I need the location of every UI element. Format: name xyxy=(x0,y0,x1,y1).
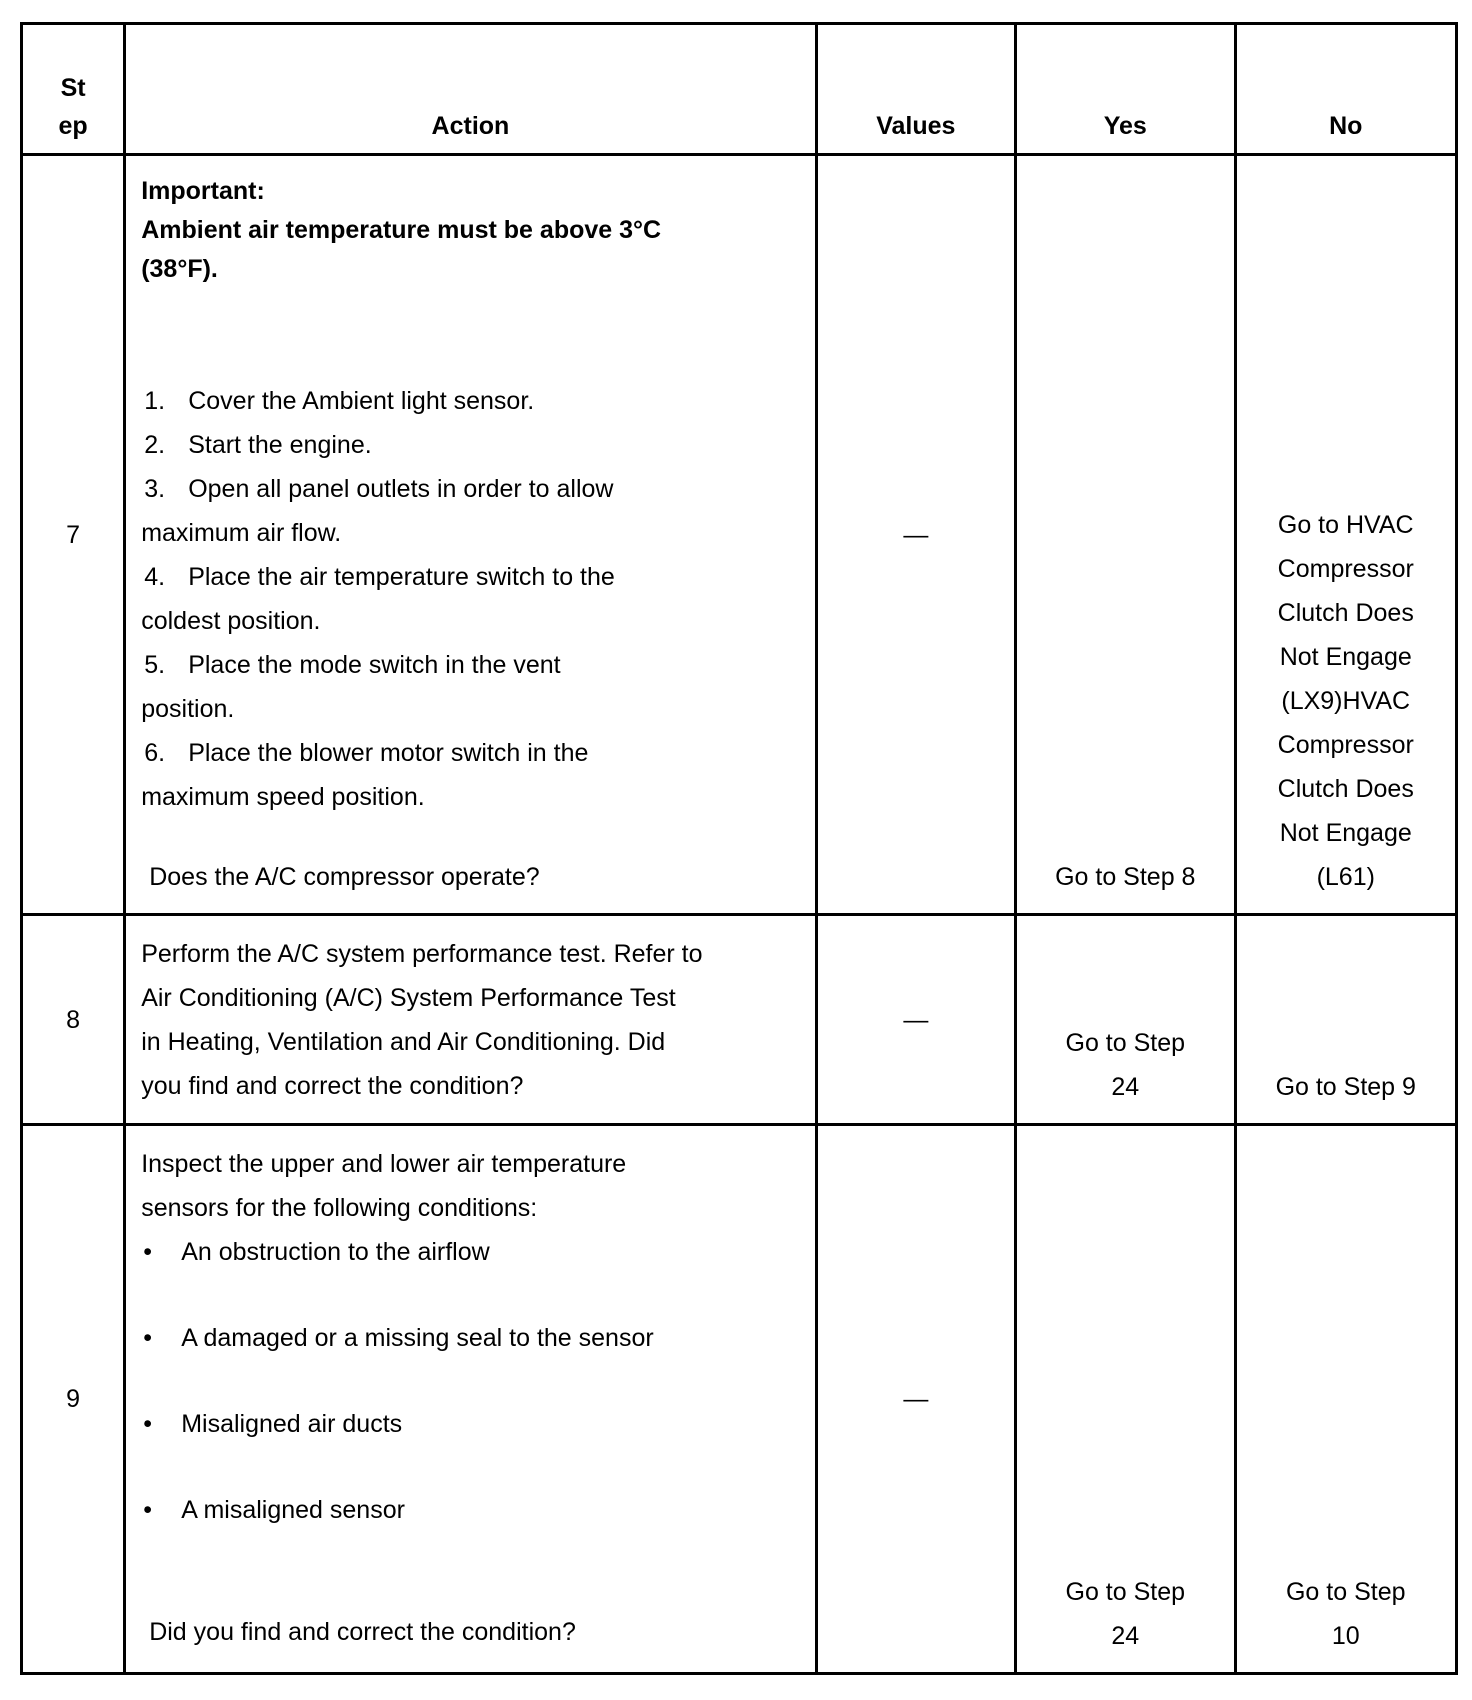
yes-cell: Go to Step 24 xyxy=(1016,1125,1235,1674)
important-label: Important: xyxy=(141,177,265,205)
important-text-line2: (38°F). xyxy=(141,255,218,283)
important-text-line1: Ambient air temperature must be above 3°C xyxy=(141,216,662,244)
table-row xyxy=(22,155,1457,915)
header-row xyxy=(22,24,1457,155)
list-item: • A misaligned sensor xyxy=(143,1496,405,1524)
header-step-line2: ep xyxy=(58,112,88,140)
header-step xyxy=(22,24,125,155)
header-no: No xyxy=(1235,24,1457,155)
header-action: Action xyxy=(125,24,816,155)
step-number: 9 xyxy=(22,1125,125,1674)
action-cell: Perform the A/C system performance test. Refer to Air Conditioning (A/C) System Performance Test in Heating, Ventilation and Air Conditioning. Did you find and correct the condition? xyxy=(125,915,816,1125)
header-values: Values xyxy=(816,24,1015,155)
list-item: 5. Place the mode switch in the vent position. xyxy=(141,651,561,723)
values-cell: — xyxy=(816,915,1015,1125)
no-cell: Go to HVAC Compressor Clutch Does Not Engage (LX9)HVAC Compressor Clutch Does Not Engage (L61) xyxy=(1235,155,1457,915)
list-item: • An obstruction to the airflow xyxy=(143,1238,490,1266)
question-text: Does the A/C compressor operate? xyxy=(149,863,540,891)
list-item: 2. Start the engine. xyxy=(144,431,372,459)
table-row xyxy=(22,1125,1457,1674)
action-cell: Inspect the upper and lower air temperature sensors for the following conditions: • An obstruction to the airflow • A damaged or a missing seal to the sensor • Misaligned air ducts • A misaligned sensor Did you find and correct the condition? xyxy=(125,1125,816,1674)
list-item: • Misaligned air ducts xyxy=(143,1410,403,1438)
list-item: 4. Place the air temperature switch to the coldest position. xyxy=(141,563,615,635)
list-item: 6. Place the blower motor switch in the maximum speed position. xyxy=(141,739,589,811)
header-yes: Yes xyxy=(1016,24,1235,155)
list-item: 3. Open all panel outlets in order to allow maximum air flow. xyxy=(141,475,614,547)
step-number: 7 xyxy=(22,155,125,915)
table-row xyxy=(22,915,1457,1125)
list-item: 1. Cover the Ambient light sensor. xyxy=(144,387,535,415)
header-step-line1: St xyxy=(60,74,86,102)
action-cell xyxy=(125,155,816,915)
step-number: 8 xyxy=(22,915,125,1125)
question-text: Did you find and correct the condition? xyxy=(149,1618,576,1646)
list-item: • A damaged or a missing seal to the sensor xyxy=(143,1324,654,1352)
yes-cell: Go to Step 24 xyxy=(1016,915,1235,1125)
yes-cell: Go to Step 8 xyxy=(1016,155,1235,915)
diagnostic-table xyxy=(20,22,1458,1675)
no-cell: Go to Step 10 xyxy=(1235,1125,1457,1674)
values-cell: — xyxy=(816,155,1015,915)
values-cell: — xyxy=(816,1125,1015,1674)
no-cell: Go to Step 9 xyxy=(1235,915,1457,1125)
